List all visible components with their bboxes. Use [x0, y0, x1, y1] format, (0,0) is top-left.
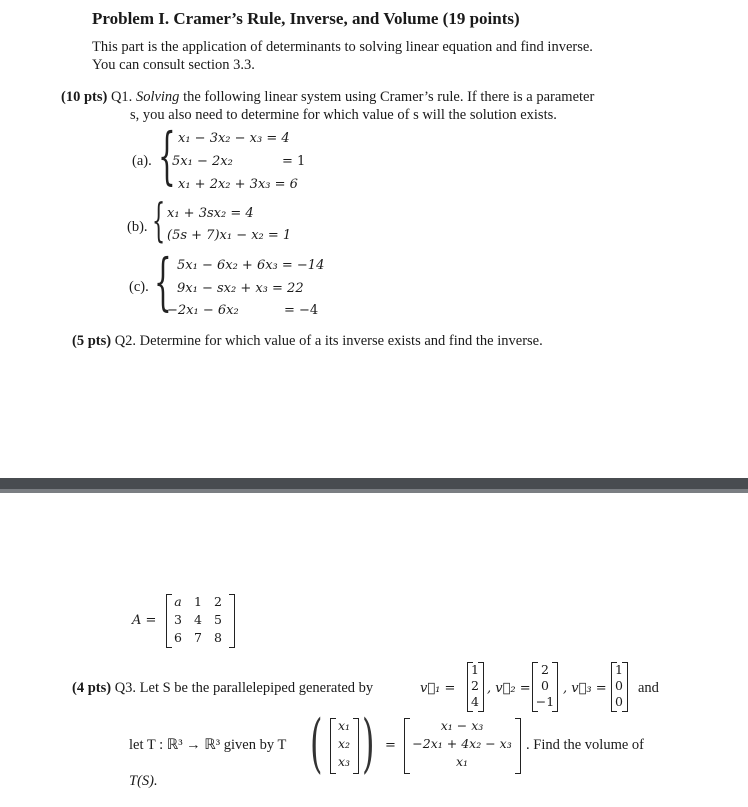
q1a-brace: {: [158, 119, 176, 192]
page-separator-shade: [0, 489, 748, 493]
q1b-label: (b).: [127, 219, 148, 235]
q3-line-2-end: . Find the volume of: [526, 737, 645, 753]
q1b-brace: {: [152, 193, 166, 247]
input-entry: x₁: [337, 718, 351, 733]
q3-line-1: [72, 680, 373, 697]
q1-line1-rest: the following linear system using Cramer’s rule. If there is a parameter: [183, 89, 595, 105]
matrix-cell: 1: [194, 594, 202, 609]
matrix-a-right-bracket: [229, 594, 235, 648]
v1-entry: 2: [471, 678, 479, 693]
output-entry: x₁: [455, 754, 469, 769]
q2-points: (5 pts): [72, 333, 112, 349]
v3-entry: 0: [615, 694, 623, 709]
page-separator: [0, 478, 748, 489]
q2-question: [72, 333, 543, 350]
q1a-eq1: x₁ − 3x₂ − x₃ = 4: [178, 131, 290, 146]
matrix-cell: a: [174, 594, 182, 609]
q1-label: Q1.: [110, 89, 133, 105]
matrix-cell: 4: [194, 612, 202, 627]
matrix-cell: 6: [174, 630, 182, 645]
v3-label: , v⃗₃ =: [563, 681, 607, 696]
outer-left-paren: (: [310, 707, 323, 781]
outer-right-paren: ): [362, 707, 375, 781]
matrix-cell: 2: [214, 594, 222, 609]
q3-line-2-start: let T : ℝ³ → ℝ³ given by T: [129, 737, 287, 753]
q2-text: Q2. Determine for which value of a its inverse exists and find the inverse.: [114, 333, 543, 349]
q1-solving: Solving: [135, 89, 180, 105]
q1a-eq3: x₁ + 2x₂ + 3x₃ = 6: [178, 177, 298, 192]
matrix-a-label: A =: [132, 613, 157, 628]
intro-line-2: You can consult section 3.3.: [92, 57, 255, 73]
v2-entry: 2: [541, 662, 549, 677]
intro-line-1: This part is the application of determinants to solving linear equation and find inverse.: [92, 39, 593, 55]
input-entry: x₂: [337, 736, 351, 751]
v3-entry: 1: [615, 662, 623, 677]
input-entry: x₃: [337, 754, 351, 769]
v3-entry: 0: [615, 678, 623, 693]
v2-entry: 0: [541, 678, 549, 693]
v2-label: , v⃗₂ =: [487, 681, 531, 696]
v2-entry: −1: [535, 694, 555, 709]
output-entry: x₁ − x₃: [440, 718, 484, 733]
q3-and: and: [638, 680, 659, 696]
q1c-brace: {: [154, 245, 172, 318]
equals-sign: =: [385, 738, 396, 753]
matrix-cell: 8: [214, 630, 222, 645]
output-entry: −2x₁ + 4x₂ − x₃: [412, 736, 512, 751]
v1-entry: 4: [471, 694, 479, 709]
q1b-eq1: x₁ + 3sx₂ = 4: [167, 206, 254, 221]
q3-points: (4 pts): [72, 680, 112, 696]
q1a-eq2-rhs: = 1: [282, 154, 306, 169]
q1c-eq3: −2x₁ − 6x₂: [167, 303, 239, 318]
matrix-cell: 7: [194, 630, 202, 645]
page-title: Problem I. Cramer’s Rule, Inverse, and Volume (19 points): [92, 9, 520, 28]
matrix-cell: 5: [214, 612, 222, 627]
q1-line-2: s, you also need to determine for which value of s will the solution exists.: [130, 107, 557, 123]
q3-line-3: T(S).: [129, 773, 158, 789]
q1-header: [61, 89, 594, 106]
q1a-label: (a).: [132, 153, 152, 169]
q3-text: Q3. Let S be the parallelepiped generated by: [114, 680, 374, 696]
matrix-cell: 3: [174, 612, 182, 627]
q1a-eq2: 5x₁ − 2x₂: [172, 154, 233, 169]
q1c-eq1: 5x₁ − 6x₂ + 6x₃ = −14: [177, 258, 325, 273]
q1b-eq2: (5s + 7)x₁ − x₂ = 1: [167, 228, 292, 243]
q1c-eq2: 9x₁ − sx₂ + x₃ = 22: [177, 281, 304, 296]
v1-label: v⃗₁ =: [420, 681, 456, 696]
q1-points: (10 pts): [61, 89, 108, 105]
q1c-eq3-rhs: = −4: [284, 303, 319, 318]
v1-entry: 1: [471, 662, 479, 677]
q1c-label: (c).: [129, 279, 149, 295]
